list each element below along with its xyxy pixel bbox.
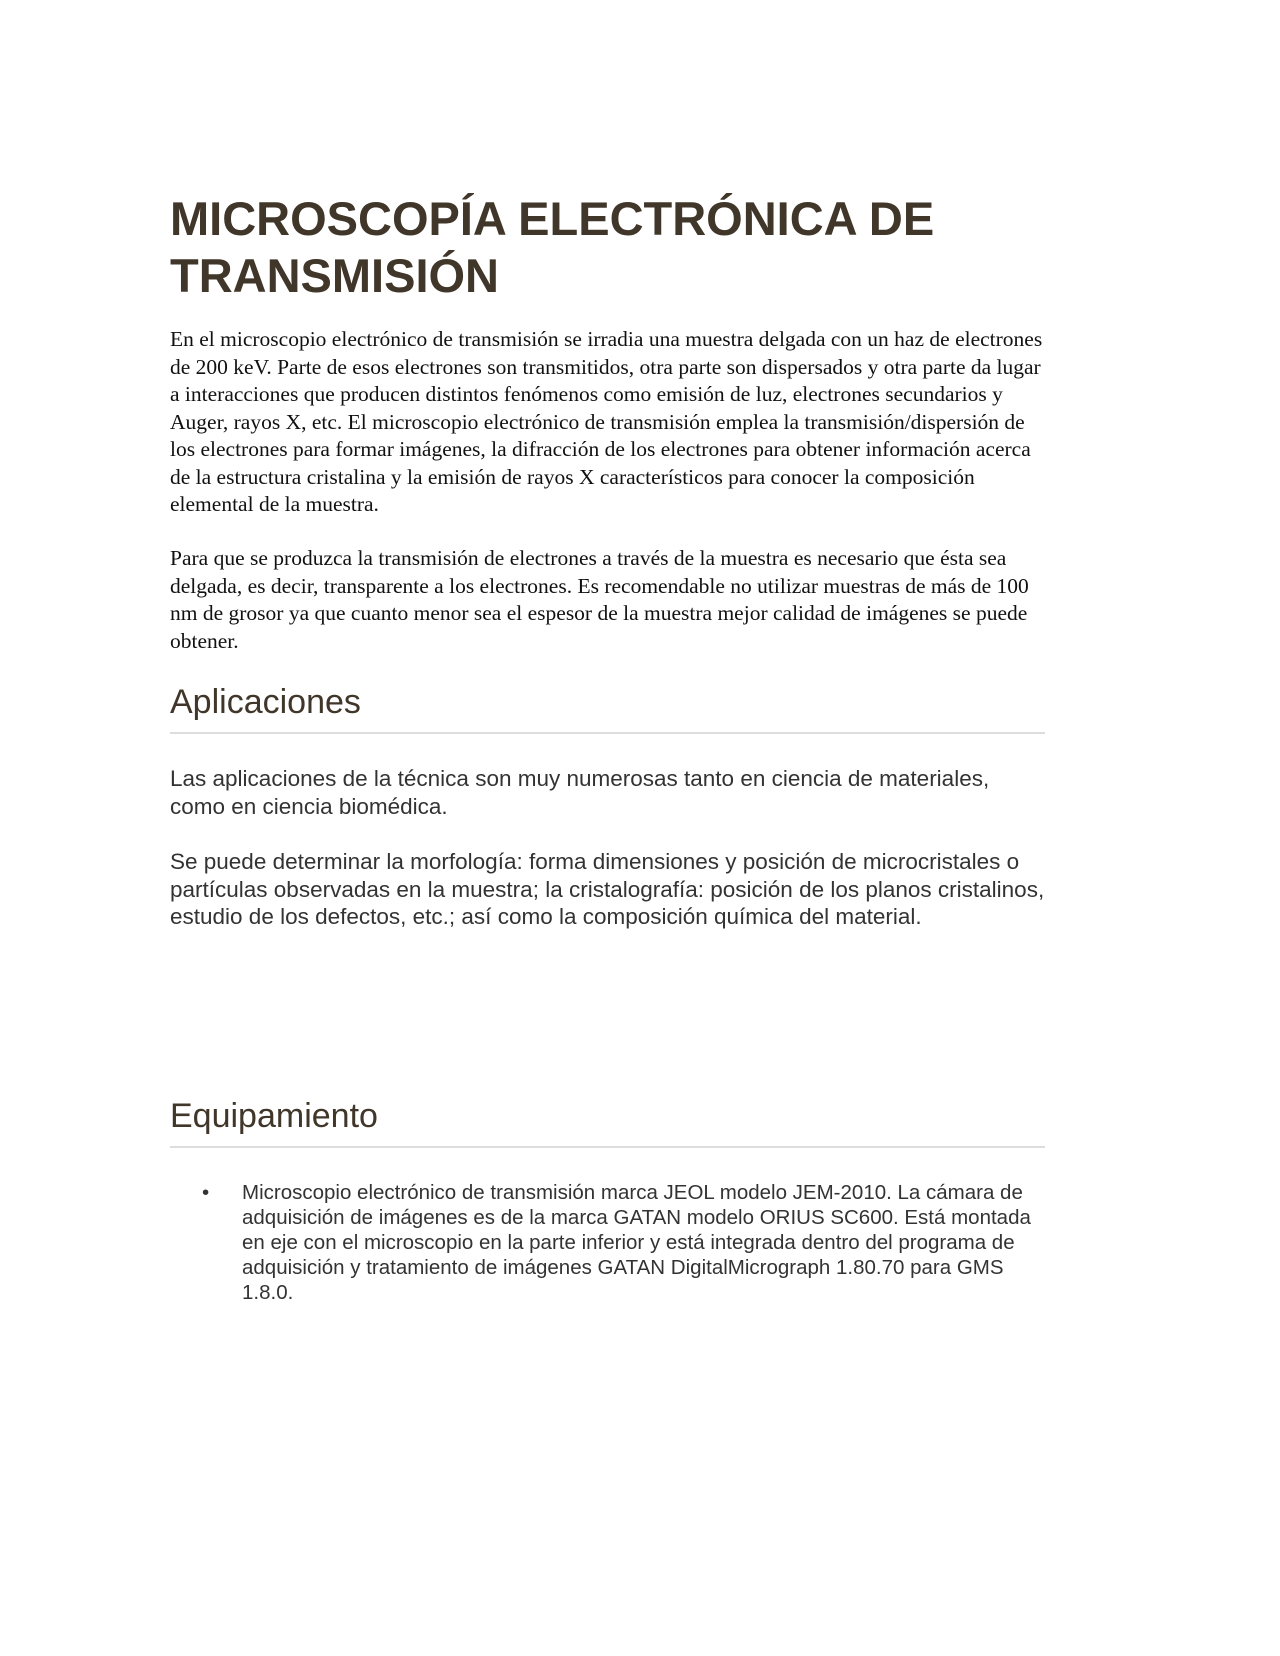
page-title: MICROSCOPÍA ELECTRÓNICA DE TRANSMISIÓN	[170, 192, 935, 302]
section-heading-aplicaciones: Aplicaciones	[170, 682, 1045, 734]
aplicaciones-paragraph-1: Las aplicaciones de la técnica son muy numerosas tanto en ciencia de materiales, como en ciencia biomédica.	[170, 766, 990, 819]
equipment-list	[170, 1180, 1050, 1305]
list-item	[170, 1180, 1050, 1305]
section-heading-equipamiento: Equipamiento	[170, 1096, 1045, 1148]
intro-paragraph-1: En el microscopio electrónico de transmisión se irradia una muestra delgada con un haz de electrones de 200 keV. Parte de esos electrones son transmitidos, otra parte son dispersados y otra parte da lugar a interacciones que producen distintos fenómenos como emisión de luz, electrones secundarios y Auger, rayos X, etc. El microscopio electrónico de transmisión emplea la transmisión/dispersión de los electrones para formar imágenes, la difracción de los electrones para obtener información acerca de la estructura cristalina y la emisión de rayos X característicos para conocer la composición elemental de la muestra.	[170, 327, 1043, 516]
intro-paragraph-2: Para que se produzca la transmisión de electrones a través de la muestra es necesario que ésta sea delgada, es decir, transparente a los electrones. Es recomendable no utilizar muestras de más de 100 nm de grosor ya que cuanto menor sea el espesor de la muestra mejor calidad de imágenes se puede obtener.	[170, 546, 1029, 653]
bullet-icon: •	[202, 1181, 210, 1204]
list-item-text: Microscopio electrónico de transmisión marca JEOL modelo JEM-2010. La cámara de adquisición de imágenes es de la marca GATAN modelo ORIUS SC600. Está montada en eje con el microscopio en la parte inferior y está integrada dentro del programa de adquisición y tratamiento de imágenes GATAN DigitalMicrograph 1.80.70 para GMS 1.8.0.	[242, 1181, 1031, 1304]
aplicaciones-paragraph-2: Se puede determinar la morfología: forma dimensiones y posición de microcristales o partículas observadas en la muestra; la cristalografía: posición de los planos cristalinos, estudio de los defectos, etc.; así como la composición química del material.	[170, 849, 1045, 929]
